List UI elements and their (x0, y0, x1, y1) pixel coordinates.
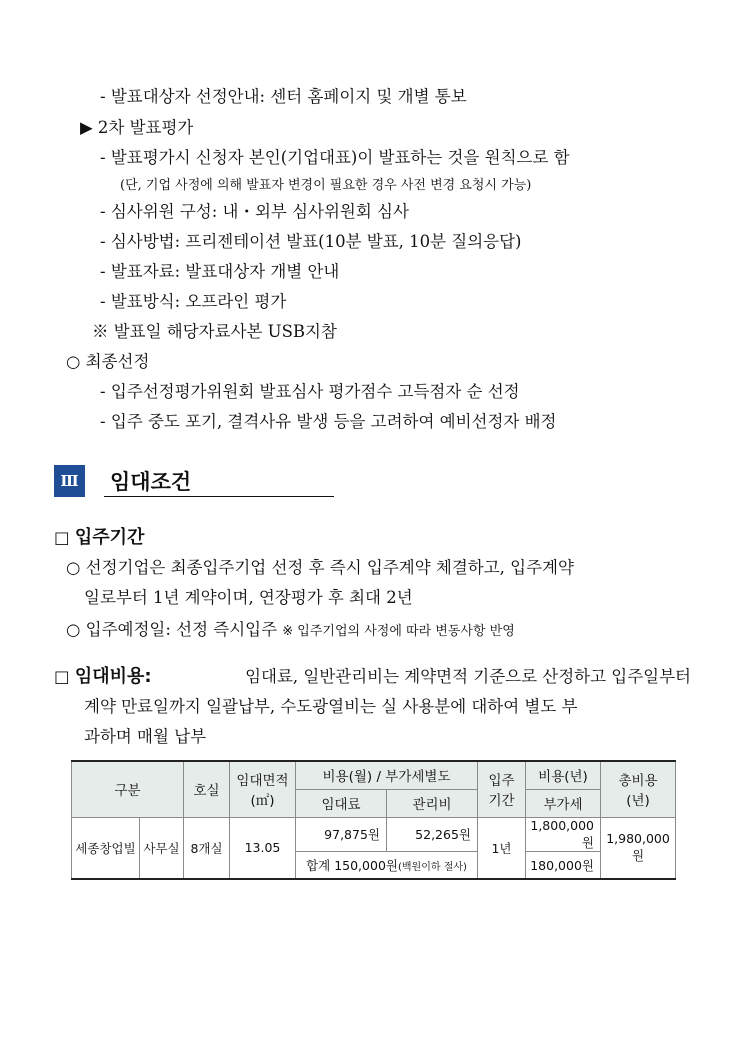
header-total-2: (년) (626, 793, 650, 810)
cost-heading-line (54, 666, 691, 688)
header-period-2: 기간 (488, 793, 515, 810)
cell-rent: 97,875원 (296, 817, 387, 851)
eval-method-line: - 심사방법: 프리젠테이션 발표(10분 발표, 10분 질의응답) (100, 232, 522, 251)
cell-rooms: 8개실 (184, 817, 230, 879)
cost-text-3: 과하며 매월 납부 (84, 727, 207, 746)
notice-selection-line: - 발표대상자 선정안내: 센터 홈페이지 및 개별 통보 (100, 87, 467, 106)
cell-total: 1,980,000원 (601, 817, 676, 879)
cell-monthly-sum (296, 851, 478, 879)
cost-line-2 (84, 696, 691, 718)
header-total-1: 총비용 (618, 773, 658, 790)
eval-mode-line: - 발표방식: 오프라인 평가 (100, 292, 287, 311)
header-period-1: 입주 (488, 773, 515, 790)
committee-line: - 심사위원 구성: 내・외부 심사위원회 심사 (100, 202, 409, 221)
cell-type: 사무실 (140, 817, 184, 879)
presenter-rule-line (100, 147, 691, 169)
section-number-badge: Ⅲ (54, 465, 85, 497)
move-in-date-text: ○ 입주예정일: 선정 즉시입주 (66, 620, 278, 639)
checkbox-square-icon: □ (54, 528, 70, 547)
checkbox-square-icon: □ (54, 667, 70, 686)
usb-note-line: ※ 발표일 해당자료사본 USB지참 (92, 322, 337, 341)
presenter-rule-text: - 발표평가시 신청자 본인(기업대표)이 발표하는 것을 원칙으로 함 (100, 148, 570, 167)
period-bullet-1-cont: 일로부터 1년 계약이며, 연장평가 후 최대 2년 (84, 588, 413, 607)
header-area-unit: (㎡) (250, 793, 275, 810)
table-header-row-1 (72, 761, 676, 789)
materials-line: - 발표자료: 발표대상자 개별 안내 (100, 262, 340, 281)
period-bullet-2 (66, 619, 515, 643)
header-period (478, 761, 526, 817)
cell-mgmt: 52,265원 (387, 817, 478, 851)
section-title-underline (104, 496, 334, 497)
cost-heading-text: 임대비용: (74, 666, 152, 687)
final-rank-line: - 입주선정평가위원회 발표심사 평가점수 고득점자 순 선정 (100, 382, 520, 401)
header-rent: 임대료 (296, 789, 387, 817)
period-heading-text: 입주기간 (74, 527, 145, 548)
cell-period: 1년 (478, 817, 526, 879)
final-selection-heading: ○ 최종선정 (66, 352, 150, 371)
monthly-sum-note: (백원이하 절사) (397, 861, 467, 873)
second-eval-heading: ▶ 2차 발표평가 (80, 118, 194, 137)
header-division: 구분 (72, 761, 184, 817)
header-monthly: 비용(월) / 부가세별도 (296, 761, 478, 789)
header-vat: 부가세 (526, 789, 601, 817)
section-title: 임대조건 (110, 470, 192, 494)
header-room: 호실 (184, 761, 230, 817)
header-total (601, 761, 676, 817)
reserve-line: - 입주 중도 포기, 결격사유 발생 등을 고려하여 예비선정자 배정 (100, 412, 557, 431)
period-bullet-1: ○ 선정기업은 최종입주기업 선정 후 즉시 입주계약 체결하고, 입주계약 (66, 558, 574, 577)
header-yearly: 비용(년) (526, 761, 601, 789)
cost-heading-group (54, 666, 152, 688)
header-mgmt: 관리비 (387, 789, 478, 817)
monthly-sum-text: 합계 150,000원 (306, 857, 398, 873)
period-heading (54, 527, 144, 549)
header-area (230, 761, 296, 817)
presenter-exception-note: (단, 기업 사정에 의해 발표자 변경이 필요한 경우 사전 변경 요청시 가능) (120, 178, 532, 193)
table-row (72, 817, 676, 851)
rental-cost-table (71, 760, 676, 880)
header-area-label: 임대면적 (236, 773, 289, 790)
cost-text-1: 임대료, 일반관리비는 계약면적 기준으로 산정하고 입주일부터 (245, 667, 691, 686)
cost-text-2: 계약 만료일까지 일괄납부, 수도광열비는 실 사용분에 대하여 별도 부 (84, 697, 578, 716)
cell-vat: 180,000원 (526, 851, 601, 879)
move-in-date-note: ※ 입주기업의 사정에 따라 변동사항 반영 (282, 624, 515, 639)
cell-building: 세종창업빌 (72, 817, 140, 879)
cell-area: 13.05 (230, 817, 296, 879)
cell-yearly: 1,800,000원 (526, 817, 601, 851)
